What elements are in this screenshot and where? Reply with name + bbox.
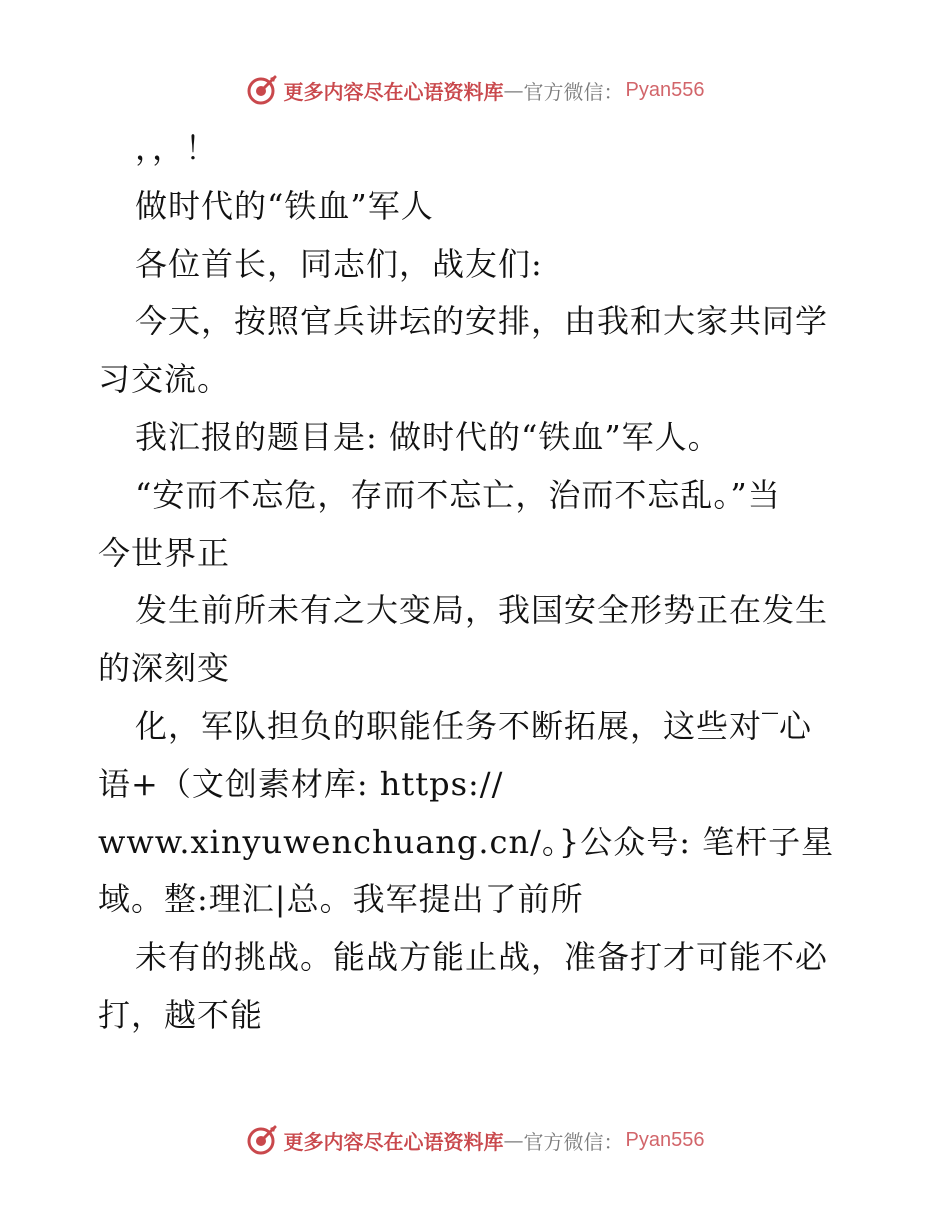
text-line: 打，越不能 xyxy=(98,995,264,1034)
footer-banner xyxy=(0,1120,950,1160)
text-line: www.xinyuwenchuang.cn/。}公众号: 笔杆子星 xyxy=(98,822,835,861)
banner-dash: — xyxy=(503,78,524,102)
text-line: 发生前所未有之大变局，我国安全形势正在发生 xyxy=(135,591,829,630)
text-line: “安而不忘危，存而不忘亡，治而不忘乱。”当 xyxy=(135,475,781,514)
banner-wechat-label: 官方微信： xyxy=(523,1129,624,1154)
text-line: ，，！ xyxy=(135,129,219,167)
text-line: 的深刻变 xyxy=(98,649,231,688)
text-line: 未有的挑战。能战方能止战，准备打才可能不必 xyxy=(135,938,829,977)
text-line: 今天，按照官兵讲坛的安排，由我和大家共同学 xyxy=(135,302,829,341)
text-line: 各位首长，同志们，战友们: xyxy=(135,244,543,283)
text-line: 我汇报的题目是: 做时代的“铁血”军人。 xyxy=(135,417,721,456)
text-line: 域。整:理汇|总。我军提出了前所 xyxy=(98,880,584,919)
banner-main-text: 更多内容尽在心语资料库 xyxy=(283,79,504,104)
text-line: 今世界正 xyxy=(98,533,231,572)
banner-text xyxy=(284,76,705,105)
document-body xyxy=(98,120,858,1045)
banner-main-text: 更多内容尽在心语资料库 xyxy=(283,1129,504,1154)
banner-wechat-id: Pyan556 xyxy=(625,78,705,101)
banner-wechat-id: Pyan556 xyxy=(625,1128,705,1151)
text-line: 化，军队担负的职能任务不断拓展，这些对‾心 xyxy=(135,706,813,745)
pen-logo-icon xyxy=(246,1124,278,1156)
text-line: 语+（文创素材库: https:// xyxy=(98,764,504,803)
banner-text xyxy=(284,1126,705,1155)
banner-dash: — xyxy=(503,1128,524,1152)
document-title: 做时代的“铁血”军人 xyxy=(135,186,434,225)
header-banner xyxy=(0,70,950,110)
banner-wechat-label: 官方微信： xyxy=(523,79,624,104)
text-line: 习交流。 xyxy=(98,360,231,399)
pen-logo-icon xyxy=(246,74,278,106)
